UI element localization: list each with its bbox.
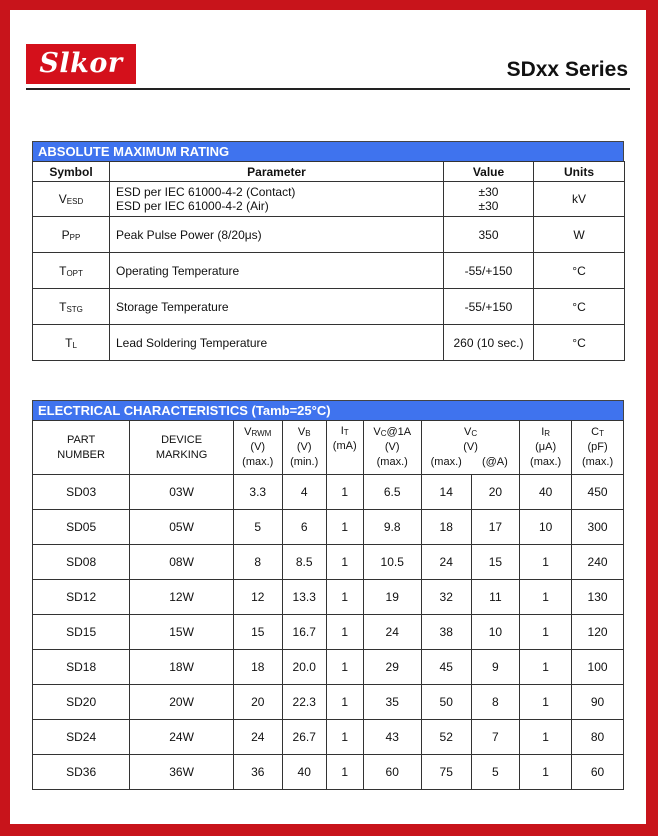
vc-max-cell: 52 — [421, 720, 471, 755]
vrwm-cell: 5 — [233, 510, 282, 545]
col-units: Units — [534, 162, 625, 182]
value-cell: -55/+150 — [444, 253, 534, 289]
part-number-cell: SD36 — [33, 755, 130, 790]
ir-cell: 1 — [520, 685, 572, 720]
ct-cell: 300 — [572, 510, 624, 545]
vrwm-cell: 15 — [233, 615, 282, 650]
marking-cell: 12W — [130, 580, 234, 615]
vrwm-cell: 3.3 — [233, 475, 282, 510]
parameter-cell: Storage Temperature — [110, 289, 444, 325]
col-part-number: PART NUMBER — [33, 421, 130, 475]
series-title: SDxx Series — [506, 58, 628, 81]
col-ct: CT (pF) (max.) — [572, 421, 624, 475]
vb-cell: 16.7 — [282, 615, 326, 650]
ir-cell: 1 — [520, 615, 572, 650]
vc-amp-cell: 17 — [471, 510, 520, 545]
value-cell: 350 — [444, 217, 534, 253]
marking-cell: 03W — [130, 475, 234, 510]
vc-amp-cell: 7 — [471, 720, 520, 755]
vc-max-cell: 38 — [421, 615, 471, 650]
part-number-cell: SD18 — [33, 650, 130, 685]
value-cell: 260 (10 sec.) — [444, 325, 534, 361]
ir-cell: 1 — [520, 755, 572, 790]
electrical-table — [32, 420, 624, 790]
parameter-cell: Operating Temperature — [110, 253, 444, 289]
symbol-cell: TSTG — [33, 289, 110, 325]
it-cell: 1 — [326, 720, 363, 755]
it-cell: 1 — [326, 475, 363, 510]
vc-1a-cell: 10.5 — [363, 545, 421, 580]
absolute-max-section — [32, 141, 624, 361]
col-it: IT (mA) — [326, 421, 363, 475]
it-cell: 1 — [326, 615, 363, 650]
table-row — [33, 510, 624, 545]
table-row — [33, 545, 624, 580]
vc-amp-cell: 8 — [471, 685, 520, 720]
electrical-table-body — [33, 475, 624, 790]
ct-cell: 100 — [572, 650, 624, 685]
part-number-cell: SD05 — [33, 510, 130, 545]
vb-cell: 40 — [282, 755, 326, 790]
marking-cell: 20W — [130, 685, 234, 720]
marking-cell: 15W — [130, 615, 234, 650]
col-symbol: Symbol — [33, 162, 110, 182]
header-divider — [26, 88, 630, 90]
vb-cell: 6 — [282, 510, 326, 545]
part-number-cell: SD08 — [33, 545, 130, 580]
vc-amp-cell: 9 — [471, 650, 520, 685]
it-cell: 1 — [326, 685, 363, 720]
vrwm-cell: 18 — [233, 650, 282, 685]
col-device-marking: DEVICE MARKING — [130, 421, 234, 475]
electrical-title: ELECTRICAL CHARACTERISTICS (Tamb=25°C) — [32, 400, 624, 420]
ct-cell: 60 — [572, 755, 624, 790]
col-value: Value — [444, 162, 534, 182]
col-ir: IR (μA) (max.) — [520, 421, 572, 475]
symbol-cell: TOPT — [33, 253, 110, 289]
table-header-row — [33, 162, 625, 182]
value-cell: -55/+150 — [444, 289, 534, 325]
units-cell: W — [534, 217, 625, 253]
ir-cell: 1 — [520, 720, 572, 755]
part-number-cell: SD15 — [33, 615, 130, 650]
vrwm-cell: 8 — [233, 545, 282, 580]
absolute-max-table — [32, 161, 625, 361]
vc-max-cell: 50 — [421, 685, 471, 720]
vc-1a-cell: 60 — [363, 755, 421, 790]
vrwm-cell: 20 — [233, 685, 282, 720]
units-cell: °C — [534, 325, 625, 361]
vc-1a-cell: 19 — [363, 580, 421, 615]
vc-max-cell: 45 — [421, 650, 471, 685]
table-row — [33, 289, 625, 325]
vc-1a-cell: 35 — [363, 685, 421, 720]
marking-cell: 24W — [130, 720, 234, 755]
part-number-cell: SD20 — [33, 685, 130, 720]
vb-cell: 8.5 — [282, 545, 326, 580]
table-row — [33, 720, 624, 755]
vc-1a-cell: 9.8 — [363, 510, 421, 545]
col-vrwm: VRWM (V) (max.) — [233, 421, 282, 475]
it-cell: 1 — [326, 545, 363, 580]
vc-1a-cell: 24 — [363, 615, 421, 650]
it-cell: 1 — [326, 580, 363, 615]
value-cell: ±30 ±30 — [444, 182, 534, 217]
vc-amp-cell: 20 — [471, 475, 520, 510]
vc-1a-cell: 6.5 — [363, 475, 421, 510]
ct-cell: 240 — [572, 545, 624, 580]
ir-cell: 1 — [520, 580, 572, 615]
col-vc-1a: VC@1A (V) (max.) — [363, 421, 421, 475]
ir-cell: 1 — [520, 650, 572, 685]
marking-cell: 05W — [130, 510, 234, 545]
table-row — [33, 217, 625, 253]
table-row — [33, 615, 624, 650]
vc-amp-cell: 10 — [471, 615, 520, 650]
symbol-cell: TL — [33, 325, 110, 361]
it-cell: 1 — [326, 510, 363, 545]
table-row — [33, 253, 625, 289]
vrwm-cell: 12 — [233, 580, 282, 615]
slkor-logo: Slkor — [26, 44, 136, 84]
absolute-max-title: ABSOLUTE MAXIMUM RATING — [32, 141, 624, 161]
symbol-cell: PPP — [33, 217, 110, 253]
vrwm-cell: 24 — [233, 720, 282, 755]
vb-cell: 26.7 — [282, 720, 326, 755]
parameter-cell: Peak Pulse Power (8/20μs) — [110, 217, 444, 253]
vc-amp-cell: 5 — [471, 755, 520, 790]
part-number-cell: SD03 — [33, 475, 130, 510]
vc-amp-cell: 15 — [471, 545, 520, 580]
vc-max-cell: 18 — [421, 510, 471, 545]
table-row — [33, 650, 624, 685]
vc-max-cell: 32 — [421, 580, 471, 615]
vc-1a-cell: 43 — [363, 720, 421, 755]
ir-cell: 10 — [520, 510, 572, 545]
vb-cell: 22.3 — [282, 685, 326, 720]
marking-cell: 08W — [130, 545, 234, 580]
part-number-cell: SD24 — [33, 720, 130, 755]
marking-cell: 18W — [130, 650, 234, 685]
table-row — [33, 475, 624, 510]
table-row — [33, 755, 624, 790]
parameter-cell: ESD per IEC 61000-4-2 (Contact) ESD per IEC 61000-4-2 (Air) — [110, 182, 444, 217]
ct-cell: 120 — [572, 615, 624, 650]
vc-1a-cell: 29 — [363, 650, 421, 685]
vrwm-cell: 36 — [233, 755, 282, 790]
parameter-cell: Lead Soldering Temperature — [110, 325, 444, 361]
vc-max-cell: 75 — [421, 755, 471, 790]
ct-cell: 450 — [572, 475, 624, 510]
table-row — [33, 182, 625, 217]
table-header-row — [33, 421, 624, 475]
part-number-cell: SD12 — [33, 580, 130, 615]
it-cell: 1 — [326, 755, 363, 790]
vc-max-cell: 14 — [421, 475, 471, 510]
ir-cell: 1 — [520, 545, 572, 580]
vb-cell: 20.0 — [282, 650, 326, 685]
vc-amp-cell: 11 — [471, 580, 520, 615]
table-row — [33, 685, 624, 720]
ir-cell: 40 — [520, 475, 572, 510]
ct-cell: 80 — [572, 720, 624, 755]
units-cell: °C — [534, 253, 625, 289]
vb-cell: 13.3 — [282, 580, 326, 615]
ct-cell: 130 — [572, 580, 624, 615]
symbol-cell: VESD — [33, 182, 110, 217]
table-row — [33, 325, 625, 361]
vb-cell: 4 — [282, 475, 326, 510]
col-parameter: Parameter — [110, 162, 444, 182]
vc-max-cell: 24 — [421, 545, 471, 580]
col-vb: VB (V) (min.) — [282, 421, 326, 475]
col-vc: VC (V) (max.) (@A) — [421, 421, 519, 475]
table-row — [33, 580, 624, 615]
ct-cell: 90 — [572, 685, 624, 720]
electrical-section — [32, 400, 624, 790]
units-cell: °C — [534, 289, 625, 325]
marking-cell: 36W — [130, 755, 234, 790]
units-cell: kV — [534, 182, 625, 217]
it-cell: 1 — [326, 650, 363, 685]
datasheet-page — [10, 10, 646, 824]
